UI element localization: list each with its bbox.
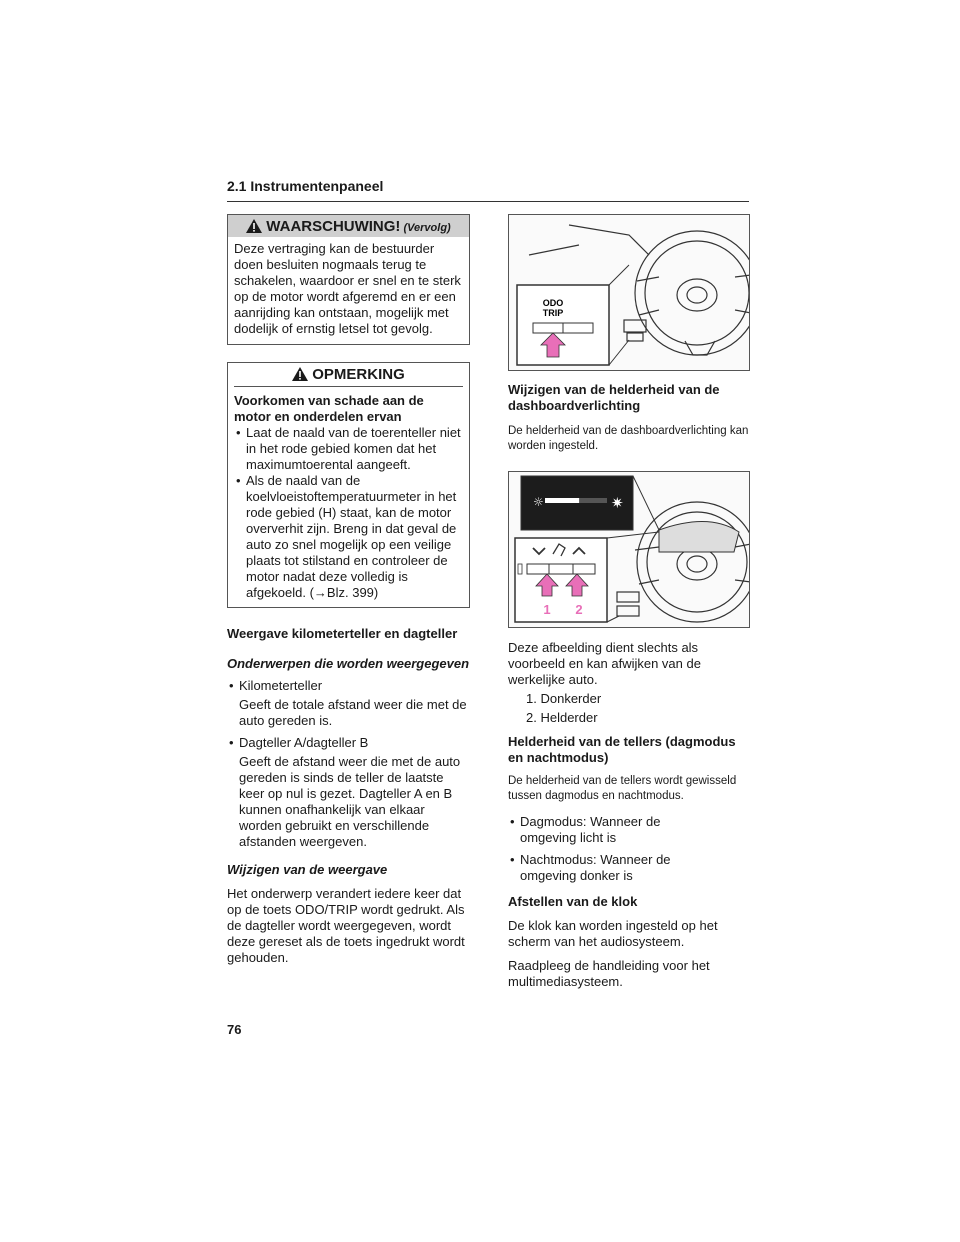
daynight-bullet-text: Dagmodus: Wanneer de omgeving licht is: [520, 814, 661, 845]
figure-label-2: 2: [575, 602, 583, 617]
left-column: [227, 214, 470, 966]
odometer-heading: Weergave kilometerteller en dagteller: [227, 626, 458, 641]
notice-icon: [292, 367, 308, 381]
warning-title: WAARSCHUWING!: [266, 218, 401, 235]
brightness-illustration: [509, 472, 750, 627]
change-heading: Wijzigen van de weergave: [227, 862, 388, 877]
clock-text-2: Raadpleeg de handleiding voor het multimediasysteem.: [508, 958, 710, 989]
warning-text: Deze vertraging kan de bestuurder doen besluiten nogmaals terug te schakelen, waardoor er snel en te sterk op de motor wordt afgeremd en er een aanrijding kan ontstaan, mogelijk met dodelijk of ernstig letsel tot gevolg.: [234, 241, 461, 336]
brightness-level-bar: [545, 498, 579, 503]
brightness-list: [508, 691, 750, 726]
notice-heading: Voorkomen van schade aan de motor en onderdelen ervan: [234, 393, 424, 424]
odometer-item: • Kilometerteller: [227, 678, 470, 694]
odometer-item-desc: Geeft de afstand weer die met de auto gereden is sinds de teller de laatste keer op nul is gezet. Dagteller A en B kunnen onafhankelijk van elkaar worden gebruikt en verschillende afstanden weergeven.: [239, 754, 461, 849]
notice-bullet: • Laat de naald van de toerenteller niet in het rode gebied komen dat het maximumtoerental aangeeft.: [234, 425, 463, 473]
notice-bullet: • Als de naald van de koelvloeistoftemperatuurmeter in het rode gebied (H) staat, kan de motor oververhit zijn. Breng in dat geval de auto zo snel mogelijk op een veilige plaats tot stilstand en controleer de motor nadat deze volledig is afgekoeld. (→Blz. 399): [234, 473, 463, 601]
list-item-text: Donkerder: [540, 691, 602, 706]
warning-header: [228, 215, 469, 237]
right-column: [508, 214, 750, 990]
sun-dim-icon: ☼: [533, 495, 544, 509]
notice-header: [234, 363, 463, 387]
notice-title: OPMERKING: [312, 366, 405, 383]
trip-label: TRIP: [542, 308, 564, 318]
section-header: [227, 178, 749, 202]
list-item: 2. Helderder: [526, 710, 598, 725]
figure-caption: Deze afbeelding dient slechts als voorbeeld en kan afwijken van de werkelijke auto.: [508, 640, 701, 687]
brightness-text: De helderheid van de dashboardverlichting kan worden ingesteld.: [508, 425, 749, 452]
daynight-heading: Helderheid van de tellers (dagmodus en nachtmodus): [508, 734, 736, 765]
figure-odo-trip: [508, 214, 750, 371]
brightness-heading: Wijzigen van de helderheid van de dashboardverlichting: [508, 382, 720, 413]
daynight-text: De helderheid van de tellers wordt gewisseld tussen dagmodus en nachtmodus.: [508, 775, 737, 802]
list-item-text: Helderder: [540, 710, 598, 725]
notice-body: [228, 387, 469, 607]
change-text: Het onderwerp verandert iedere keer dat op de toets ODO/TRIP wordt gedrukt. Als de dagteller wordt weergegeven, wordt deze gereset als de toets ingedrukt wordt gehouden.: [227, 886, 465, 965]
odometer-item: • Dagteller A/dagteller B: [227, 735, 470, 751]
warning-continued: (Vervolg): [403, 222, 451, 234]
odo-trip-illustration: [509, 215, 750, 370]
list-item: 1. Donkerder: [526, 691, 602, 706]
notice-bullet-text: Laat de naald van de toerenteller niet in het rode gebied komen dat het maximumtoerental aangeeft.: [246, 425, 461, 472]
clock-heading: Afstellen van de klok: [508, 894, 638, 909]
notice-bullet-text: Als de naald van de koelvloeistoftemperatuurmeter in het rode gebied (H) staat, kan de motor oververhit zijn. Breng in dat geval de auto zo snel mogelijk op een veilige plaats tot stilstand en controleer de motor nadat deze volledig is afgekoeld. (→Blz. 399): [246, 473, 457, 600]
sun-bright-icon: ✷: [611, 494, 624, 512]
warning-box: [227, 214, 470, 345]
figure-label-1: 1: [543, 602, 551, 617]
section-title: 2.1 Instrumentenpaneel: [227, 178, 384, 194]
daynight-bullet: • Nachtmodus: Wanneer de omgeving donker is: [508, 852, 750, 884]
clock-text-1: De klok kan worden ingesteld op het scherm van het audiosysteem.: [508, 918, 718, 949]
daynight-bullet: • Dagmodus: Wanneer de omgeving licht is: [508, 814, 750, 846]
page-number: 76: [227, 1022, 242, 1037]
daynight-bullet-text: Nachtmodus: Wanneer de omgeving donker is: [520, 852, 671, 883]
odometer-item-label: Kilometerteller: [239, 678, 323, 693]
notice-box: [227, 362, 470, 608]
odometer-item-desc: Geeft de totale afstand weer die met de auto gereden is.: [239, 697, 467, 728]
warning-icon: [246, 219, 262, 233]
odometer-subheading: Onderwerpen die worden weergegeven: [227, 656, 470, 671]
odo-label: ODO: [542, 298, 564, 308]
odometer-item-label: Dagteller A/dagteller B: [239, 735, 369, 750]
figure-brightness: [508, 471, 750, 628]
